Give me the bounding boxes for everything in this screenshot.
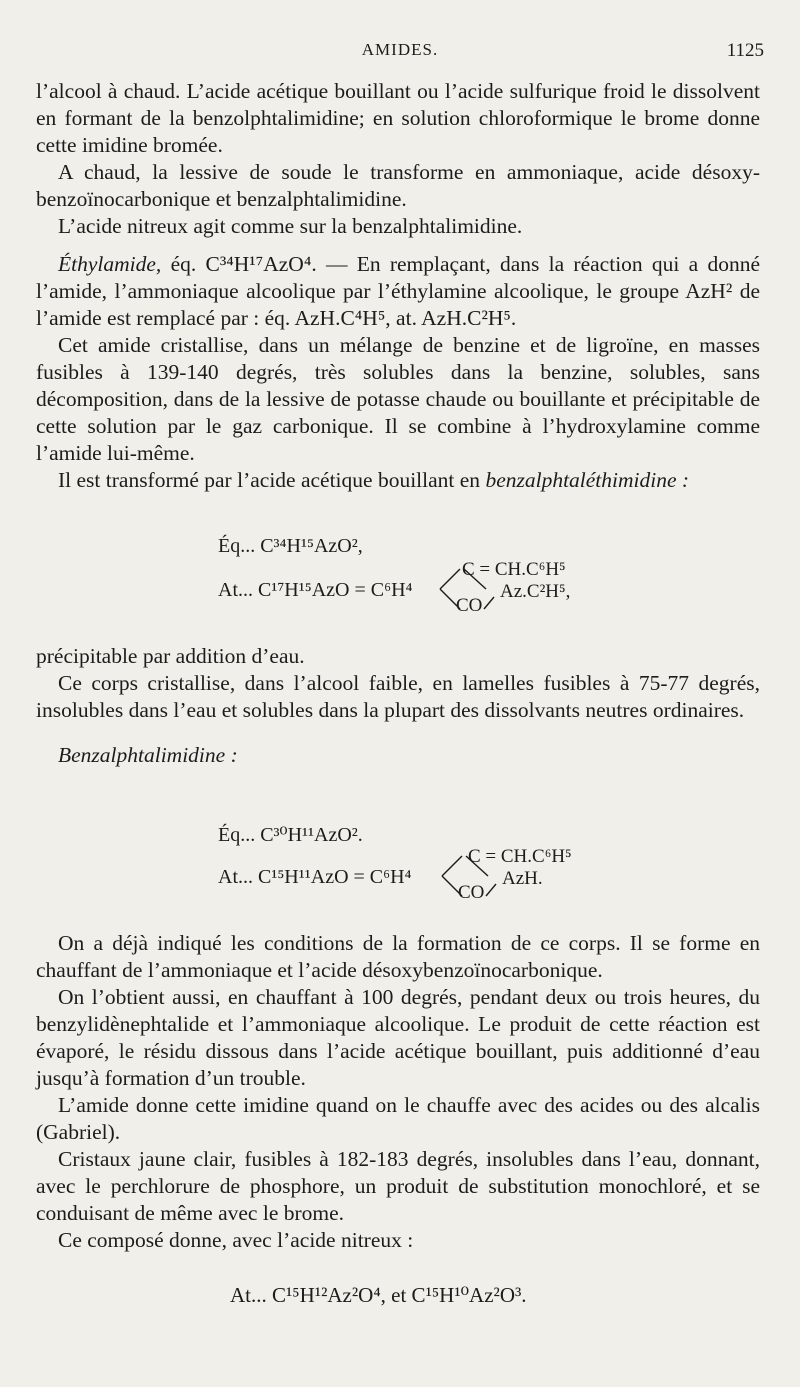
paragraph-gabriel: L’amide donne cette imidine quand on le chauffe avec des acides ou des alcalis (Gabriel).	[36, 1093, 760, 1144]
benzalphtalimidine-heading: Benzalphtalimidine :	[58, 743, 238, 767]
formula-1-eq: Éq... C³⁴H¹⁵AzO²,	[218, 535, 363, 557]
formula-final: At... C¹⁵H¹²Az²O⁴, et C¹⁵H¹⁰Az²O³.	[230, 1283, 527, 1307]
paragraph-ethylamide	[36, 251, 760, 332]
formula-1-top-branch: C = CH.C⁶H⁵	[462, 559, 566, 580]
ethylamide-p3-lead: Il est transformé par l’acide acétique bouillant en	[58, 468, 481, 492]
page-header	[36, 40, 764, 70]
text-block-top	[36, 78, 760, 494]
formula-benzalphtalimidine	[218, 822, 598, 902]
paragraph-formation: On a déjà indiqué les conditions de la formation de ce corps. Il se forme en chauffant de l’ammoniaque et l’acide désoxybenzoïnocarbonique.	[36, 931, 760, 982]
formula-1-at: At... C¹⁷H¹⁵AzO = C⁶H⁴	[218, 579, 413, 601]
formula-benzalphtalethimidine	[218, 535, 598, 615]
paragraph-obtient: On l’obtient aussi, en chauffant à 100 degrés, pendant deux ou trois heures, du benzylidènephtalide et l’ammoniaque alcoolique. Le produit de cette réaction est évaporé, le résidu dissous dans l’acide acétique bouillant, puis additionné d’eau jusqu’à formation d’un trouble.	[36, 985, 760, 1090]
ethylamide-formula-text: éq. C³⁴H¹⁷AzO⁴. — En remplaçant, dans la réaction qui a donné l’amide, l’ammoniaque alcoolique par l’éthylamine alcoolique, le groupe AzH² de l’amide est remplacé par : éq. AzH.C⁴H⁵, at. AzH.C²H⁵.	[36, 252, 760, 330]
formula-2-top-branch: C = CH.C⁶H⁵	[468, 846, 572, 867]
text-block-bottom	[36, 930, 760, 1254]
ethylamide-term: Éthylamide,	[58, 252, 162, 276]
formula-2-at: At... C¹⁵H¹¹AzO = C⁶H⁴	[218, 866, 412, 888]
paragraph-intro-2: A chaud, la lessive de soude le transforme en ammoniaque, acide désoxy-benzoïnocarbonique et benzalphtalimidine.	[36, 160, 760, 211]
formula-1-co: CO	[456, 595, 483, 616]
paragraph-ethylamide-3	[36, 467, 760, 494]
paragraph-cristaux: Cristaux jaune clair, fusibles à 182-183 degrés, insolubles dans l’eau, donnant, avec le perchlorure de phosphore, un produit de substitution monochloré, et se conduisant de même avec le brome.	[36, 1147, 760, 1225]
ethylamide-p3-term: benzalphtaléthimidine :	[485, 468, 690, 492]
paragraph-intro-3: L’acide nitreux agit comme sur la benzalphtalimidine.	[58, 214, 523, 238]
running-title: AMIDES.	[361, 40, 439, 59]
formula-2-co: CO	[458, 882, 485, 903]
formula-1-bottom-right: Az.C²H⁵,	[500, 581, 571, 602]
paragraph-ethylamide-2: Cet amide cristallise, dans un mélange de benzine et de ligroïne, en masses fusibles à 139-140 degrés, très solubles dans la benzine, solubles, sans décomposition, dans de la lessive de potasse chaude ou bouillante et précipitable de cette solution par le gaz carbonique. Il se combine à l’hydroxylamine comme l’amide lui-même.	[36, 333, 760, 465]
formula-2-eq: Éq... C³⁰H¹¹AzO².	[218, 824, 363, 846]
page-number: 1125	[726, 40, 764, 61]
paragraph-corps-cristallise: Ce corps cristallise, dans l’alcool faible, en lamelles fusibles à 75-77 degrés, insolubles dans l’eau et solubles dans la plupart des dissolvants neutres ordinaires.	[36, 671, 760, 722]
paragraph-acide-nitreux: Ce composé donne, avec l’acide nitreux :	[58, 1228, 414, 1252]
paragraph-intro-1: l’alcool à chaud. L’acide acétique bouillant ou l’acide sulfurique froid le dissolvent en formant de la benzolphtalimidine; en solution chloroformique le brome donne cette imidine bromée.	[36, 79, 760, 157]
paragraph-precipitable: précipitable par addition d’eau.	[36, 644, 305, 668]
formula-2-bottom-right: AzH.	[502, 868, 543, 889]
text-block-middle	[36, 643, 760, 769]
